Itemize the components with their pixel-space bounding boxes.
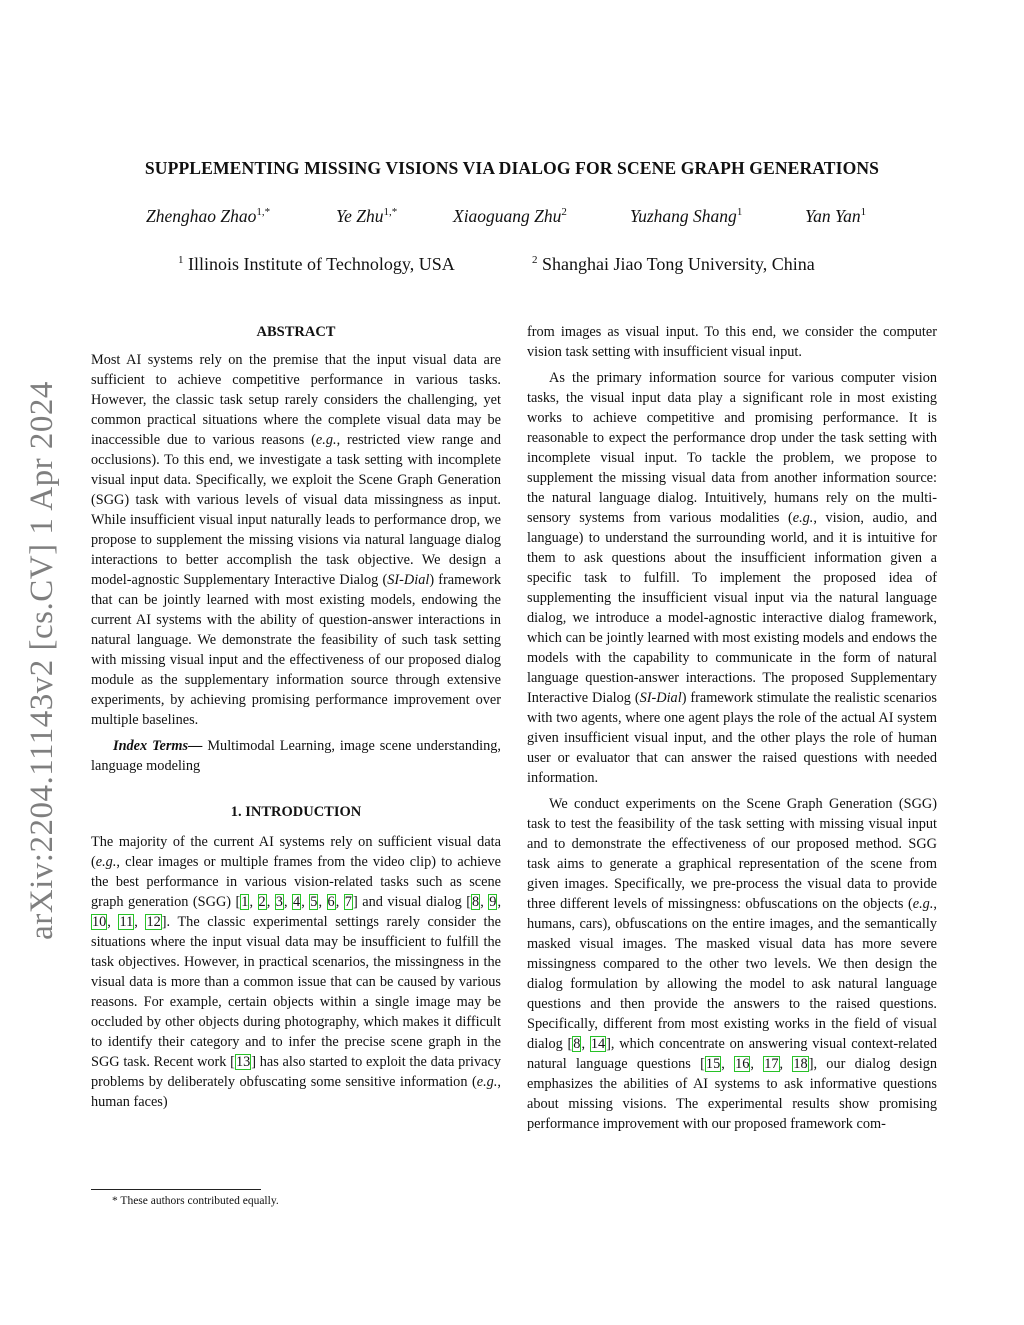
affiliation-list: [0, 254, 1024, 278]
intro-paragraph-2: As the primary information source for various computer vision tasks, the visual input data play a significant role in most existing works to achieve competitive and promising performance. It is reasonable to expect the performance drop under the task setting with incomplete visual input. To tackle the problem, we propose to supplement the missing visual data from another information source: the natural language dialog. Intuitively, humans rely on the multi-sensory systems from various modalities (e.g., vision, audio, and language) to understand the surrounding world, and it is intuitive for them to ask questions about the insufficient information given a specific task to fulfill. To implement the proposed idea of supplementing the insufficient visual input via the natural language dialog, we introduce a model-agnostic interactive dialog framework, which can be jointly learned with most existing models and endows the models with the capability to communicate in the form of natural language question-answer interactions. The proposed Supplementary Interactive Dialog (SI-Dial) framework stimulate the realistic scenarios with two agents, where one agent plays the role of the actual AI system given insufficient visual input, and the other plays the role of human user or evaluator that can answer the raised questions with needed information.: [527, 370, 937, 786]
citation-link[interactable]: 14: [590, 1036, 606, 1052]
citation-link[interactable]: 7: [344, 894, 352, 910]
intro-paragraph-3: We conduct experiments on the Scene Graph Generation (SGG) task to test the feasibility of the task setting with missing visual input and to demonstrate the effectiveness of our proposed method. SGG task aims to generate a graphical representation of the scene from given images. Specifically, we pre-process the visual data to provide three different levels of missingness: obfuscations on the objects (e.g., humans, cars), obfuscations on the entire images, and the semantically masked visual images. The masked visual data has more severe missingness compared to the other two levels. We then design the dialog formulation by allowing the model to ask natural language questions and then provide the answers to the raised questions. Specifically, different from most existing works in the field of visual dialog [8, 14], which concentrate on answering visual context-related natural language questions [15, 16, 17, 18], our dialog design emphasizes the abilities of AI systems to ask informative questions about missing visions. The experimental results show promising performance improvement with our proposed framework com-: [527, 796, 937, 1132]
author-5: Yan Yan$^1$: [805, 206, 867, 226]
citation-link[interactable]: 4: [293, 894, 301, 910]
citation-link[interactable]: 8: [472, 894, 480, 910]
author-list: [0, 206, 1024, 232]
citation-link[interactable]: 15: [705, 1056, 721, 1072]
author-4: Yuzhang Shang$^1$: [630, 206, 743, 226]
index-terms: Index Terms— Multimodal Learning, image scene understanding, language modeling: [91, 738, 501, 774]
footnote: * These authors contributed equally.: [112, 1195, 279, 1207]
arxiv-identifier: arXiv:2204.11143v2 [cs.CV] 1 Apr 2024: [23, 380, 60, 940]
intro-paragraph-1: The majority of the current AI systems rely on sufficient visual data (e.g., clear images or multiple frames from the video clip) to achieve the best performance in various vision-related tasks such as scene graph generation (SGG) [1, 2, 3, 4, 5, 6, 7] and visual dialog [8, 9, 10, 11, 12]. The classic experimental settings rarely consider the situations where the input visual data may be insufficient to fulfill the task objectives. However, in practical scenarios, the missingness in the visual data is more than a common issue that can be caused by various reasons. For example, certain objects within a single image may be occluded by other objects during photography, which makes it difficult to identify their category and to infer the precise scene graph in the SGG task. Recent work [13] has also started to exploit the data privacy problems by deliberately obfuscating some sensitive information (e.g., human faces): [91, 834, 502, 1110]
abstract-text: Most AI systems rely on the premise that the input visual data are sufficient to achieve competitive performance in various tasks. However, the classic task setup rarely considers the challenging, yet common practical situations where the complete visual data may be inaccessible due to various reasons (e.g., restricted view range and occlusions). To this end, we investigate a task setting with incomplete visual input data. Specifically, we exploit the Scene Graph Generation (SGG) task with various levels of visual data missingness as input. While insufficient visual input naturally leads to performance drop, we propose to supplement the missing visions via natural language dialog interactions to better accomplish the task objective. We design a model-agnostic Supplementary Interactive Dialog (SI-Dial) framework that can be jointly learned with most existing models, endowing the current AI systems with the ability of question-answer interactions in natural language. We demonstrate the feasibility of such task setting with missing visual input and the effectiveness of our proposed dialog module as the supplementary information source through extensive experiments, by achieving promising performance improvement over multiple baselines.: [91, 352, 501, 728]
introduction-heading: 1. INTRODUCTION: [230, 804, 362, 820]
citation-link[interactable]: 13: [235, 1054, 251, 1070]
affiliation-1: $^1$ Illinois Institute of Technology, USA: [178, 254, 455, 274]
citation-link[interactable]: 3: [275, 894, 283, 910]
author-3: Xiaoguang Zhu$^2$: [453, 206, 567, 226]
author-1: Zhenghao Zhao$^{1,*}$: [146, 206, 271, 226]
citation-link[interactable]: 9: [489, 894, 497, 910]
citation-link[interactable]: 2: [258, 894, 266, 910]
citation-link[interactable]: 10: [92, 914, 107, 930]
author-2: Ye Zhu$^{1,*}$: [336, 206, 398, 226]
citation-link[interactable]: 1: [241, 894, 249, 910]
citation-link[interactable]: 16: [735, 1056, 750, 1072]
left-column: [91, 322, 501, 1112]
footnote-divider: [91, 1189, 261, 1190]
affiliation-2: $^2$ Shanghai Jiao Tong University, China: [532, 254, 815, 274]
abstract-heading: ABSTRACT: [256, 324, 336, 340]
paper-title: SUPPLEMENTING MISSING VISIONS VIA DIALOG FOR SCENE GRAPH GENERATIONS: [144, 158, 880, 178]
intro-paragraph-continued: from images as visual input. To this end, we consider the computer vision task setting with insufficient visual input.: [527, 324, 937, 360]
right-column: [527, 322, 937, 1134]
citation-link[interactable]: 12: [146, 914, 161, 930]
citation-link[interactable]: 6: [327, 894, 335, 910]
arxiv-side-stamp: [14, 360, 70, 960]
citation-link[interactable]: 18: [793, 1056, 808, 1072]
citation-link[interactable]: 17: [764, 1056, 779, 1072]
citation-link[interactable]: 5: [310, 894, 318, 910]
citation-link[interactable]: 11: [119, 914, 134, 930]
citation-link[interactable]: 8: [573, 1036, 581, 1052]
